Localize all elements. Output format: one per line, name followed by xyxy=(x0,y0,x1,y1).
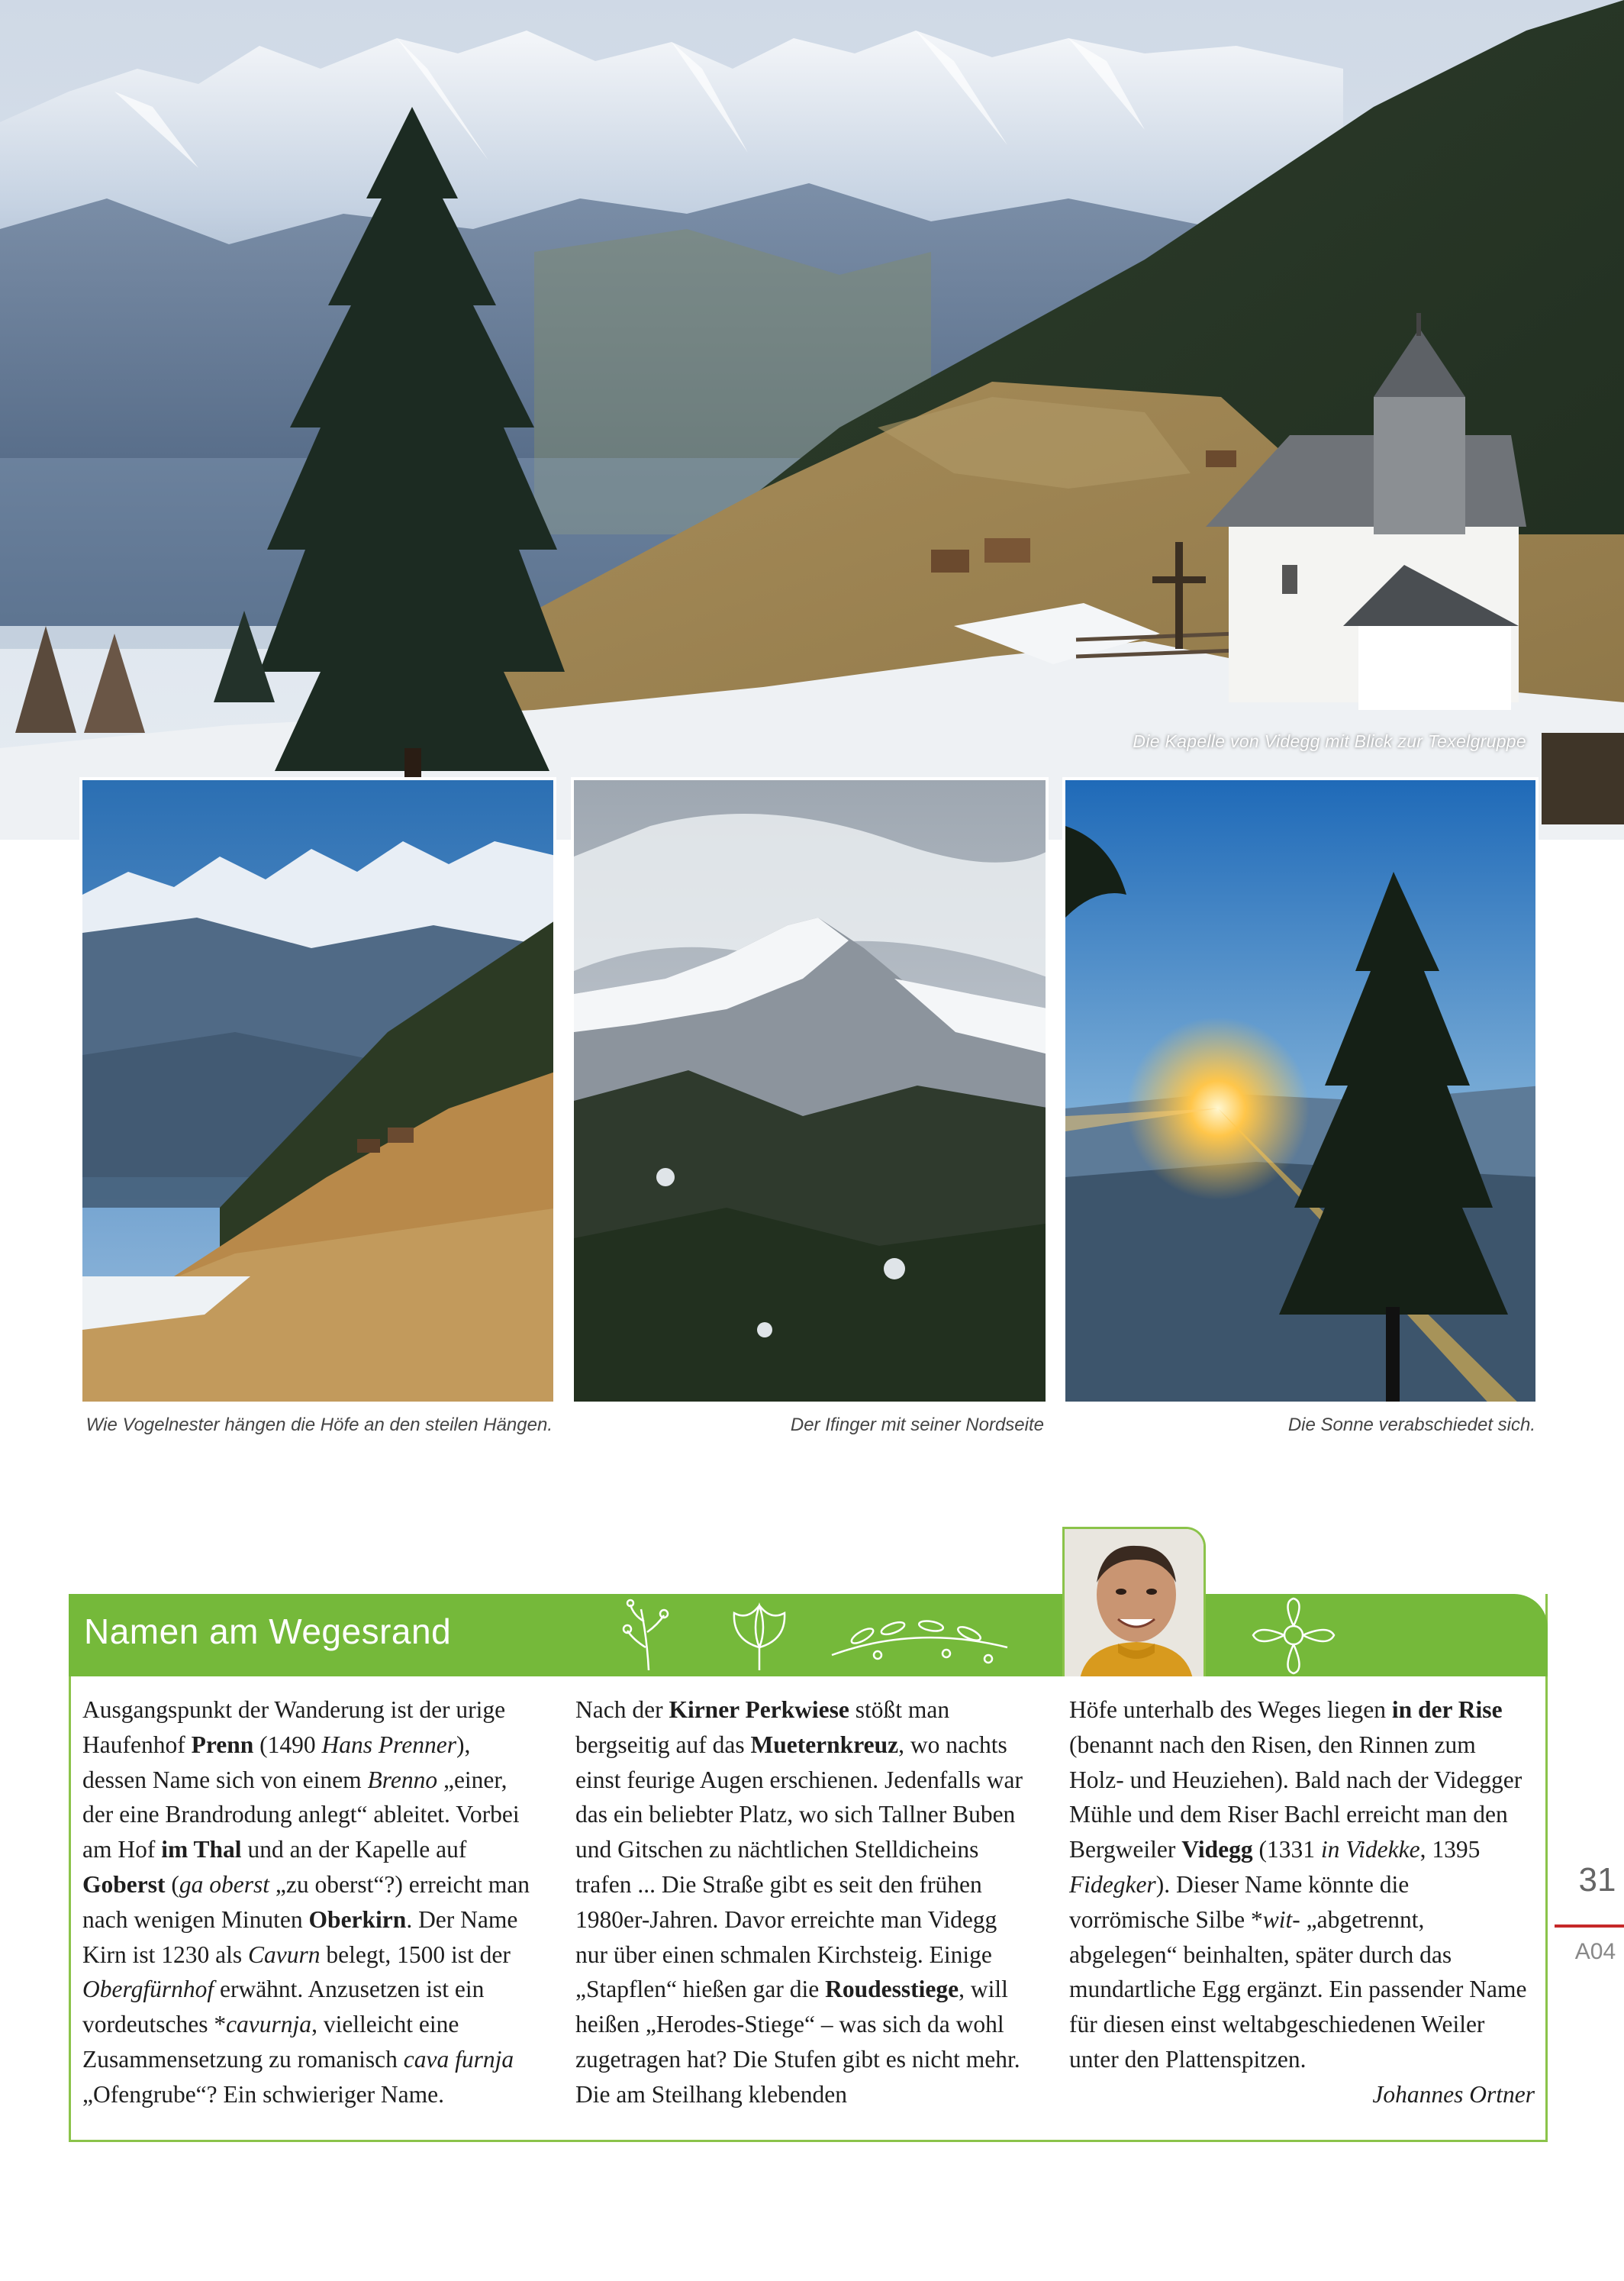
author-photo xyxy=(1062,1527,1206,1676)
page-number-rule xyxy=(1555,1924,1624,1928)
page-section-code: A04 xyxy=(1574,1939,1616,1964)
sunset-illustration xyxy=(1065,780,1539,1405)
farms-slope-illustration xyxy=(82,780,556,1405)
photo-caption-farms: Wie Vogelnester hängen die Höfe an den steilen Hängen. xyxy=(85,1415,553,1435)
text-column-3 xyxy=(1069,1692,1535,2112)
photo-farms-on-slopes xyxy=(79,777,556,1405)
text-column-3-body: Höfe unterhalb des Weges liegen in der Rise (benannt nach den Risen, den Rinnen zum Holz- und Heuziehen). Bald nach der Videgger Mühle und dem Riser Bachl erreicht man den Bergweiler Videgg (1331 in Videkke, 1395 Fidegker). Dieser Name könnte die vorrömische Silbe *wit- „abgetrennt, abgelegen“ beinhalten, später durch das mundartliche Egg ergänzt. Ein passender Name für diesen einst weltabgeschiedenen Weiler unter den Plattenspitzen. xyxy=(1069,1696,1527,2073)
text-column-1: Ausgangspunkt der Wanderung ist der urige Haufenhof Prenn (1490 Hans Prenner), dessen Name sich von einem Brenno „einer, der eine Brandrodung anlegt“ ableitet. Vorbei am Hof im Thal und an der Kapelle auf Goberst (ga oberst „zu oberst“?) erreicht man nach wenigen Minuten Oberkirn. Der Name Kirn ist 1230 als Cavurn belegt, 1500 ist der Obergfürnhof erwähnt. Anzusetzen ist ein vordeutsches *cavurnja, vielleicht eine Zusammensetzung zu romanisch cava furnja „Ofengrube“? Ein schwieriger Name. xyxy=(82,1696,530,2108)
text-column-2: Nach der Kirner Perkwiese stößt man bergseitig auf das Mueternkreuz, wo nachts einst feurige Augen erschienen. Jedenfalls war das ein beliebter Platz, wo sich Tallner Buben und Gitschen zu nächtlichen Stelldicheins trafen ... Die Straße gibt es seit den frühen 1980er-Jahren. Davor erreichte man Videgg nur über einen schmalen Kirchsteig. Einige „Stapflen“ hießen gar die Roudesstiege, will heißen „Herodes-Stiege“ – was sich da wohl zugetragen hat? Die Stufen gibt es nicht mehr. Die am Steilhang klebenden xyxy=(575,1696,1023,2108)
photo-caption-sunset: Die Sonne verabschiedet sich. xyxy=(1287,1415,1535,1435)
olive-branch-ornament-icon xyxy=(824,1594,1015,1676)
anemone-ornament-icon xyxy=(1244,1594,1343,1676)
names-box-title: Namen am Wegesrand xyxy=(84,1612,452,1651)
author-portrait-illustration xyxy=(1065,1529,1206,1676)
chapel-landscape-illustration xyxy=(0,0,1624,840)
ifinger-illustration xyxy=(574,780,1049,1405)
hero-caption: Die Kapelle von Videgg mit Blick zur Texelgruppe xyxy=(1133,731,1526,751)
photo-sunset xyxy=(1062,777,1539,1405)
page-number: 31 xyxy=(1578,1861,1616,1899)
photo-caption-ifinger: Der Ifinger mit seiner Nordseite xyxy=(790,1415,1044,1435)
tulip-ornament-icon xyxy=(717,1594,801,1676)
hero-photo xyxy=(0,0,1624,840)
photo-ifinger-mountain xyxy=(571,777,1049,1405)
author-name: Johannes Ortner xyxy=(1372,2080,1535,2108)
branch-ornament-icon xyxy=(611,1594,687,1676)
